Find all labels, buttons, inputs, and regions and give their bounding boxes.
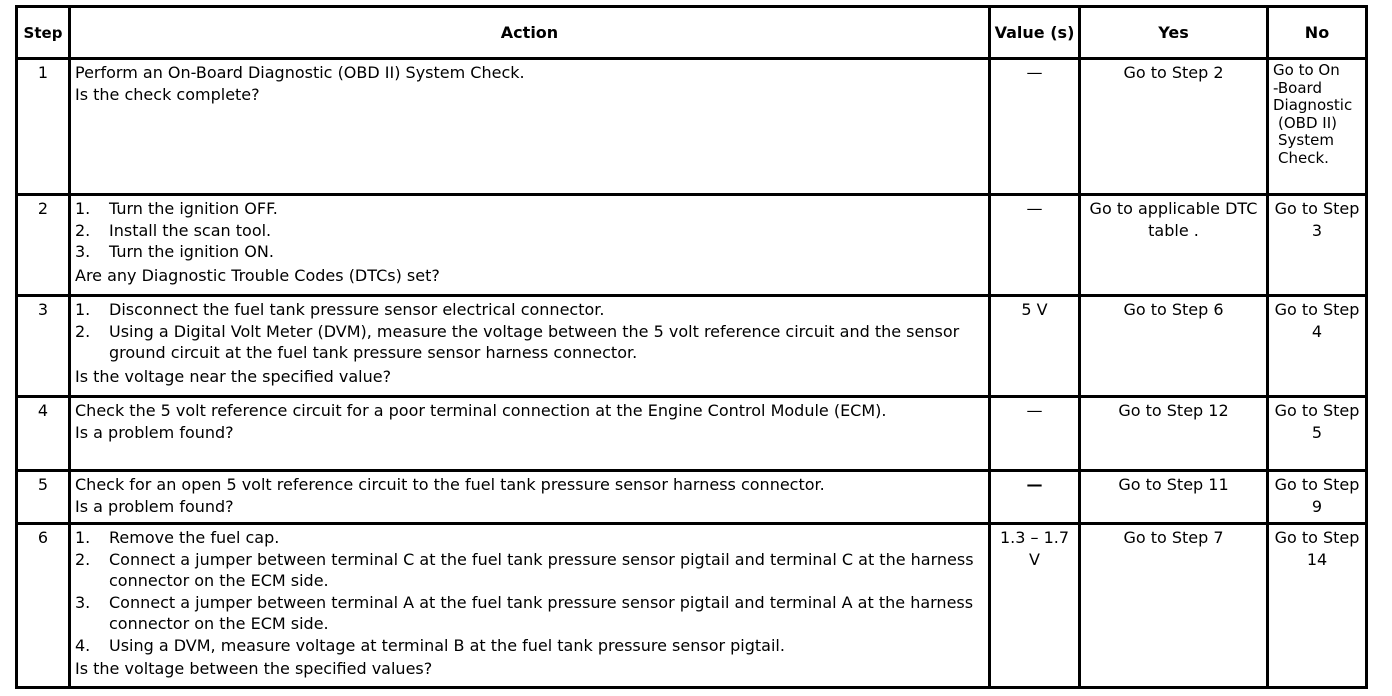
action-steps-list [75,527,984,656]
action-cell [70,59,990,195]
action-step-item: 1. Disconnect the fuel tank pressure sensor electrical connector. [75,300,605,319]
no-line: Diagnostic [1273,96,1353,114]
header-action: Action [70,7,990,59]
no-line: -Board [1273,78,1322,97]
action-step-item: 1. Turn the ignition OFF. [75,199,278,218]
value-cell: — [990,397,1080,471]
action-step-item: 3. Turn the ignition ON. [75,242,274,261]
value-cell: — [990,59,1080,195]
no-line: (OBD II) [1278,113,1337,132]
table-row [17,471,1367,524]
action-step-item: 2. Using a Digital Volt Meter (DVM), measure the voltage between the 5 volt reference circuit and the sensor ground circuit at the fuel tank pressure sensor harness connector. [75,321,960,362]
action-cell [70,397,990,471]
no-cell: Go to Step 4 [1268,296,1367,397]
table-row [17,524,1367,688]
table-row [17,195,1367,296]
action-text: Perform an On-Board Diagnostic (OBD II) System Check. [75,63,525,82]
no-line: Go to On [1273,61,1340,79]
action-step-item: 2. Install the scan tool. [75,220,272,240]
no-cell: Go to Step 14 [1268,524,1367,688]
header-value: Value (s) [990,7,1080,59]
yes-cell: Go to Step 2 [1080,59,1268,195]
table-row [17,296,1367,397]
no-line: System [1278,131,1334,149]
yes-cell: Go to Step 6 [1080,296,1268,397]
step-number: 1 [17,59,70,195]
header-yes: Yes [1080,7,1268,59]
value-cell: 1.3 – 1.7 V [990,524,1080,688]
yes-cell: Go to Step 12 [1080,397,1268,471]
step-number: 2 [17,195,70,296]
action-step-item: 1. Remove the fuel cap. [75,528,280,547]
yes-cell: Go to Step 7 [1080,524,1268,688]
value-cell: — [990,195,1080,296]
diagnostic-table-container [15,5,1368,689]
step-number: 5 [17,471,70,524]
value-cell: 5 V [990,296,1080,397]
no-line: Check. [1278,148,1329,167]
action-question: Is a problem found? [75,422,234,442]
action-cell [70,524,990,688]
action-question: Are any Diagnostic Trouble Codes (DTCs) set? [75,265,440,285]
action-steps-list [75,299,984,364]
action-question: Is a problem found? [75,496,234,516]
step-number: 3 [17,296,70,397]
action-step-item: 2. Connect a jumper between terminal C at the fuel tank pressure sensor pigtail and terminal C at the harness connector on the ECM side. [75,549,974,590]
value-cell: — [990,471,1080,524]
action-question: Is the check complete? [75,84,260,104]
action-question: Is the voltage between the specified values? [75,659,433,678]
action-cell [70,471,990,524]
header-step: Step [17,7,70,59]
action-steps-list [75,198,984,263]
action-step-item: 4. Using a DVM, measure voltage at terminal B at the fuel tank pressure sensor pigtail. [75,635,785,655]
action-question: Is the voltage near the specified value? [75,366,392,386]
no-cell: Go to Step 3 [1268,195,1367,296]
action-text: Check the 5 volt reference circuit for a poor terminal connection at the Engine Control Module (ECM). [75,401,887,420]
action-cell [70,195,990,296]
diagnostic-table [15,5,1368,689]
table-header-row [17,7,1367,59]
action-text: Check for an open 5 volt reference circuit to the fuel tank pressure sensor harness connector. [75,475,825,494]
no-cell [1268,59,1367,195]
step-number: 4 [17,397,70,471]
no-cell: Go to Step 9 [1268,471,1367,524]
step-number: 6 [17,524,70,688]
table-row [17,59,1367,195]
no-cell: Go to Step 5 [1268,397,1367,471]
action-step-item: 3. Connect a jumper between terminal A at the fuel tank pressure sensor pigtail and terminal A at the harness connector on the ECM side. [75,592,974,633]
action-cell [70,296,990,397]
table-row [17,397,1367,471]
header-no: No [1268,7,1367,59]
yes-cell: Go to Step 11 [1080,471,1268,524]
yes-cell: Go to applicable DTC table . [1080,195,1268,296]
